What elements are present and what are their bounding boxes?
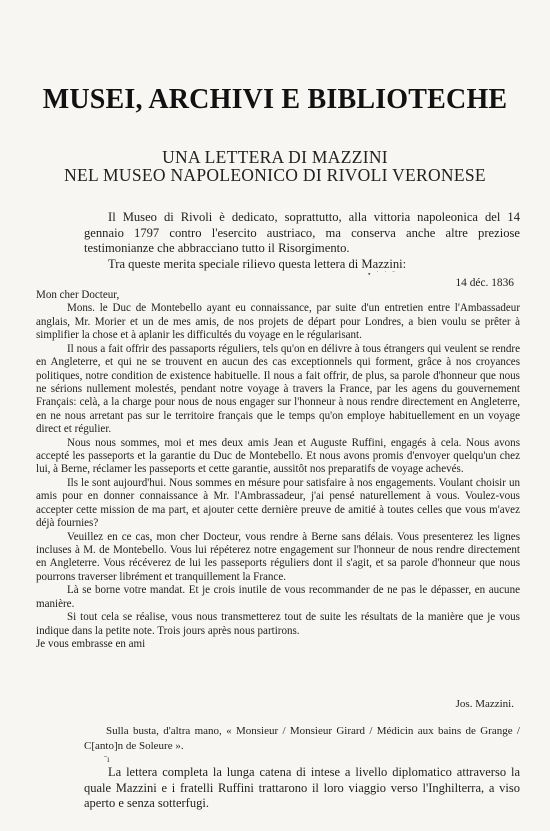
conclusion-text: La lettera completa la lunga catena di intese a livello diplomatico attraverso la quale Mazzini e i fratelli Ruffini trattarono il loro viaggio verso l'Inghilterra, a viso aperto e senza sotterfugi. [84, 765, 520, 811]
conclusion [84, 765, 520, 812]
ink-smudge-mark: ▪ ˙ ˙ ˉ [368, 270, 397, 278]
letter-paragraph: Là se borne votre mandat. Et je crois inutile de vous recommander de ne pas le dépasser, en aucune manière. [36, 584, 520, 610]
letter-date: 14 déc. 1836 [455, 277, 514, 289]
envelope-note-text: Sulla busta, d'altra mano, « Monsieur / Monsieur Girard / Médicin aux bains de Grange / C[anto]n de Soleure ». [84, 725, 520, 752]
letter-body [36, 289, 520, 651]
letter-paragraph: Ils le sont aujourd'hui. Nous sommes en mésure pour satisfaire à nos engagements. Voulant choisir un amis pour en donner connaissance à Mr. l'Ambrassadeur, j'ai pensé naturellement à vous. Voulez-vous accepter cette mission de ma part, et ajouter cette dernière preuve de amitié à toutes celles que vous m'avez déjà fournies? [36, 476, 520, 530]
letter-paragraph: Mons. le Duc de Montebello ayant eu connaissance, par suite d'un entretien entre l'Ambassadeur anglais, Mr. Morier et un de mes amis, de nos projets de départ pour Londres, a bien voulu se prêter à simplifier la chose et à aplanir les difficultés du voyage en le régularisant. [36, 302, 520, 342]
letter-paragraph: Il nous a fait offrir des passaports réguliers, tels qu'on en délivre à tous étrangers qui veulent se rendre en Angleterre, et qui ne se trouvent en aucun des cas exceptionnels qui forment, grâce à nos croyances politiques, notre condition de existence habituelle. Il nous a fait offrir, de plus, sa parole d'honneur que nous ne sérions nullement molestés, pendant notre voyage à travers la France, par les agens du gouvernement Français: celà, a la charge pour nous de nous engager sur l'honneur à nous rendre directement en Angleterre, en ne nous arretant pas sur le territoire français que le temps qu'on employe habituellement en un voyage direct et régulier. [36, 342, 520, 436]
letter-paragraph: Si tout cela se réalise, vous nous transmetterez tout de suite les résultats de la manière que je vous indique dans la petite note. Trois jours après nous partirons. [36, 611, 520, 637]
letter-paragraph: Nous nous sommes, moi et mes deux amis Jean et Auguste Ruffini, engagés à cela. Nous avons accepté les passeports et la garantie du Duc de Montebello. Et nous avons promis d'envoyer quelqu'un chez lui, à Berne, réclamer les passeports et cette garantie, aussitôt nos preparatifs de voyage achevés. [36, 436, 520, 476]
article-title: UNA LETTERA DI MAZZINI [162, 147, 388, 167]
letter-salutation: Mon cher Docteur, [36, 289, 120, 301]
intro-paragraph: Tra queste merita speciale rilievo questa lettera di Mazzini: [108, 256, 407, 271]
intro-text [84, 210, 520, 272]
margin-mark: ˉı [104, 754, 110, 764]
letter-paragraph: Veuillez en ce cas, mon cher Docteur, vous rendre à Berne sans délais. Vous presenterez les lignes incluses à M. de Montebello. Vous lui répéterez notre engagement sur l'honneur de nous rendre directement en Angleterre. Vous récéverez de lui les passeports réguliers dont il s'agit, et sa parole d'honneur que nous pourrons traverser librément et tranquillement la France. [36, 530, 520, 583]
letter-closing: Je vous embrasse en ami [36, 637, 146, 650]
section-title: MUSEI, ARCHIVI E BIBLIOTECHE [42, 84, 508, 115]
intro-paragraph: Il Museo di Rivoli è dedicato, soprattutto, alla vittoria napoleonica del 14 gennaio 1797 contro l'esercito austriaco, ma conserva anche altre preziose testimonianze che abbracciano tutto il Risorgimento. [84, 210, 520, 256]
letter-signature: Jos. Mazzini. [455, 698, 514, 710]
article-subtitle: NEL MUSEO NAPOLEONICO DI RIVOLI VERONESE [64, 165, 486, 185]
envelope-note [84, 724, 520, 753]
